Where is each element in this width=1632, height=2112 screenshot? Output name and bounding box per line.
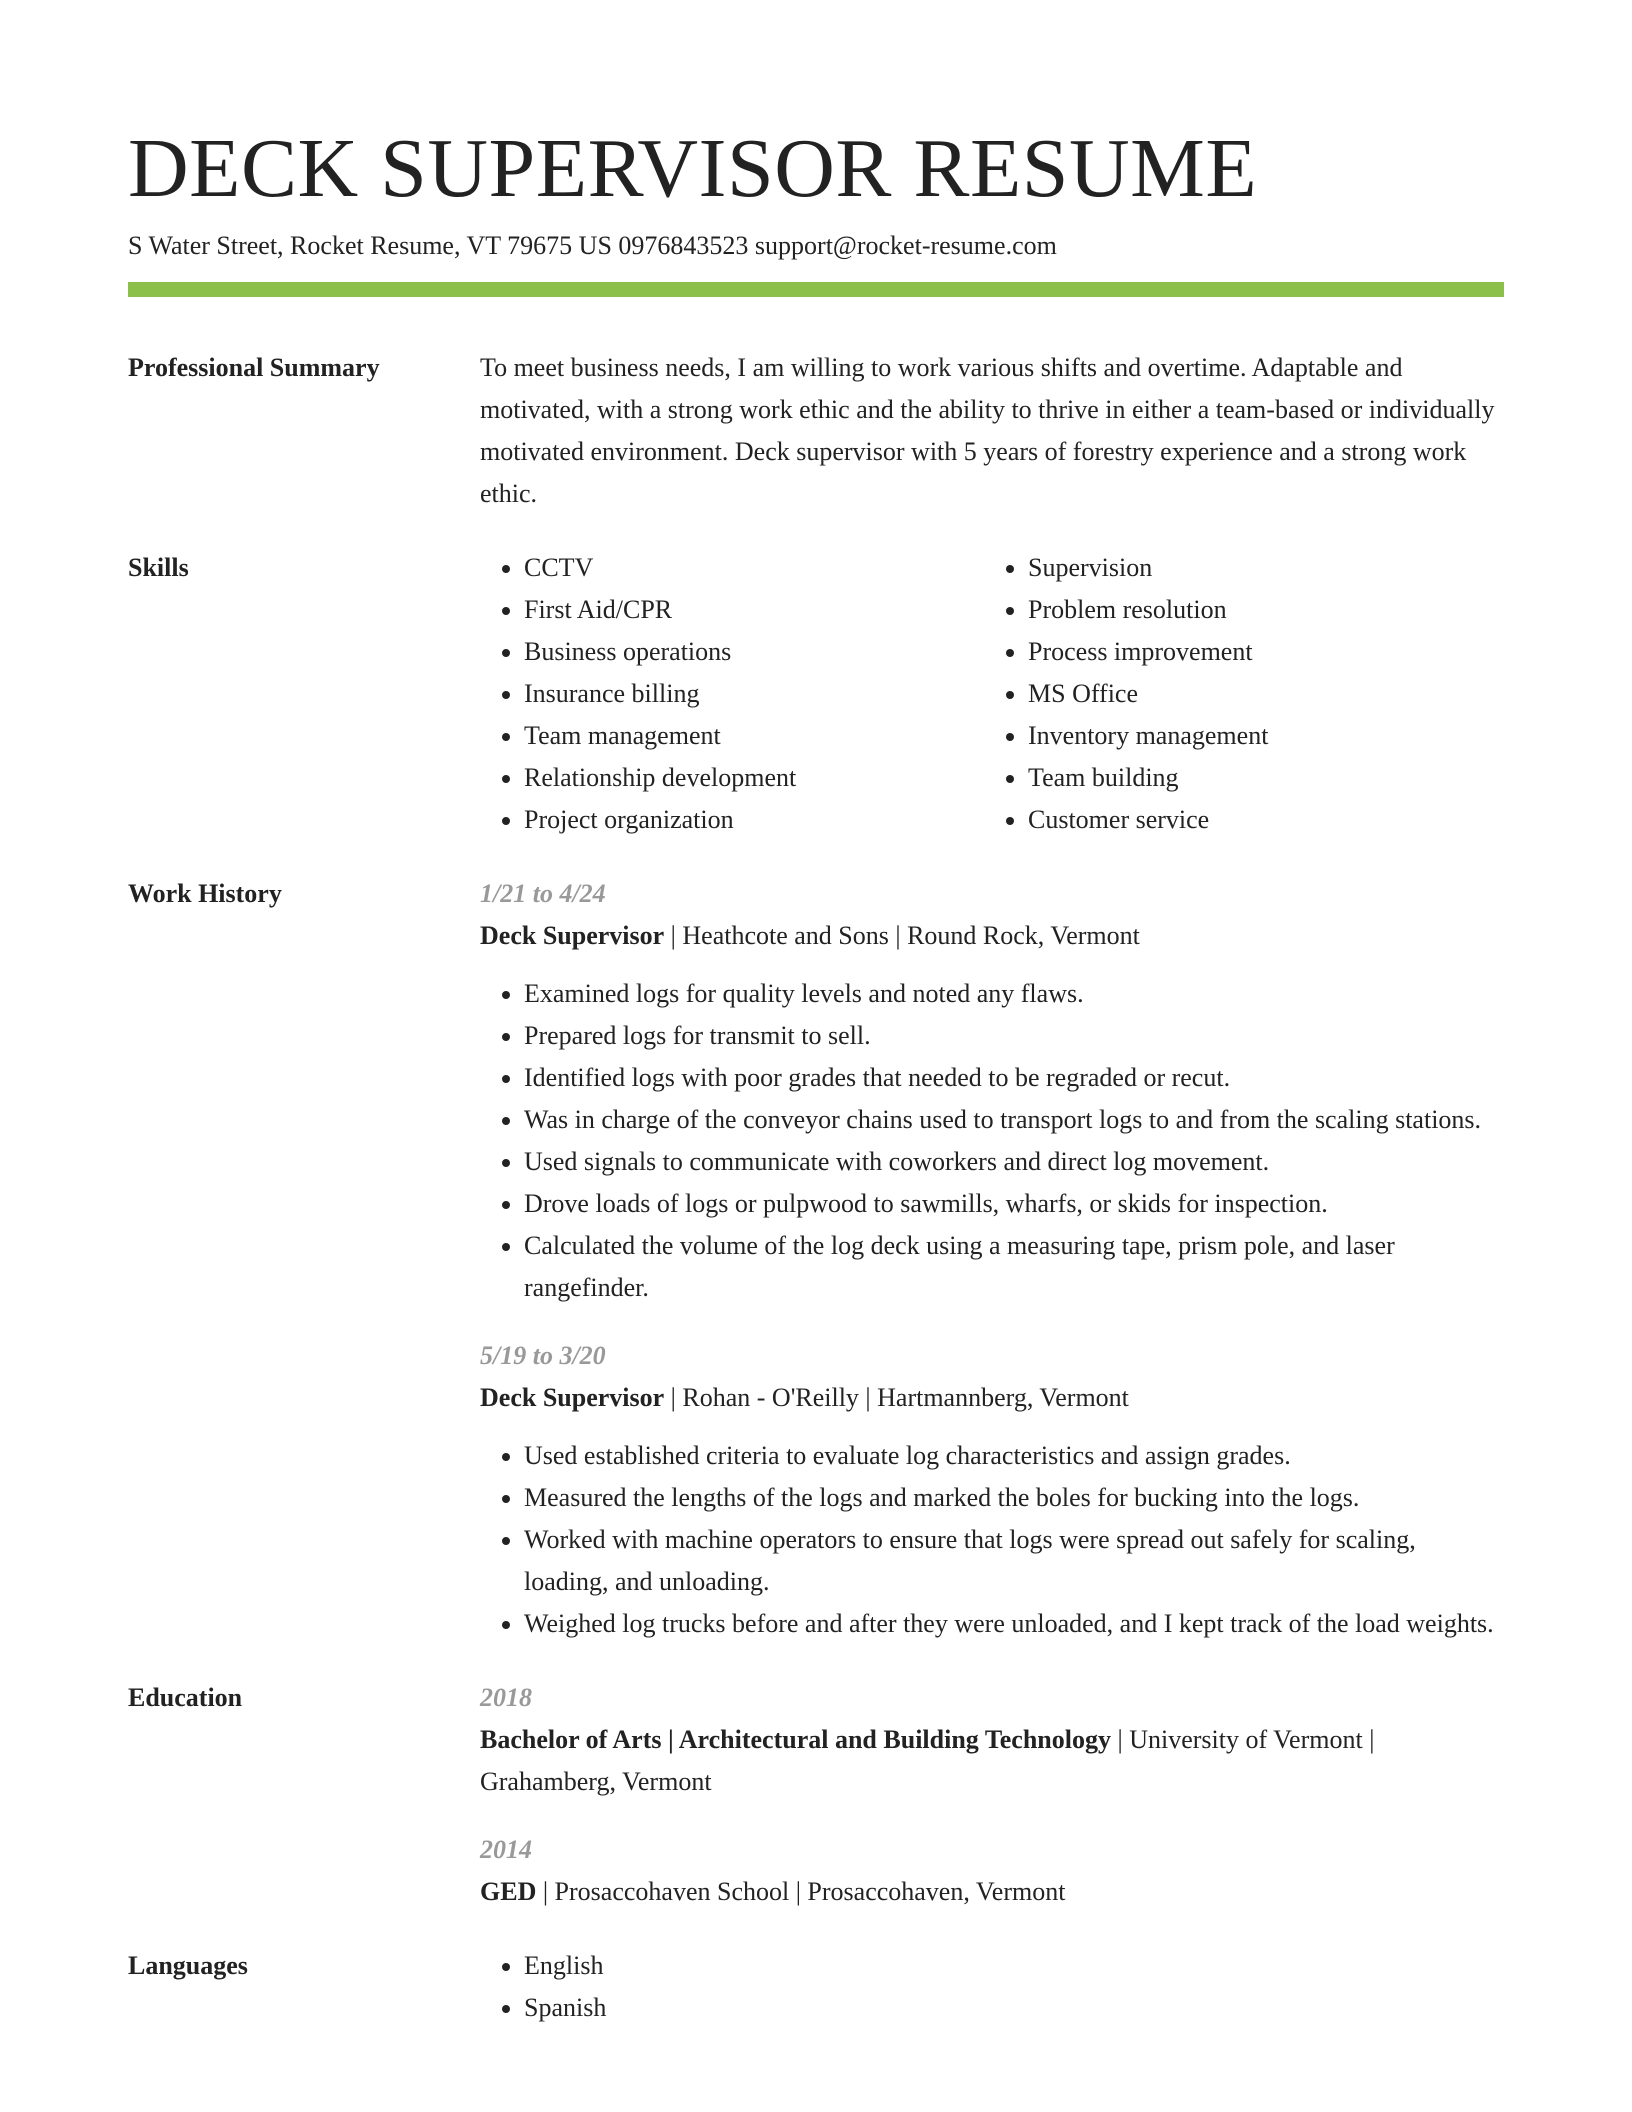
education-degree: GED bbox=[480, 1877, 537, 1906]
education-section bbox=[128, 1677, 1504, 1913]
skills-section bbox=[128, 547, 1504, 841]
job-dates: 5/19 to 3/20 bbox=[480, 1341, 606, 1370]
job-bullets bbox=[480, 973, 1504, 1309]
education-list bbox=[480, 1677, 1504, 1913]
skill-item: • MS Office bbox=[1028, 673, 1488, 715]
skills-list bbox=[480, 547, 1504, 841]
education-heading bbox=[480, 1719, 1504, 1803]
education-year: 2018 bbox=[480, 1683, 532, 1712]
education-degree: Bachelor of Arts | Architectural and Building Technology bbox=[480, 1725, 1111, 1754]
job-bullets bbox=[480, 1435, 1504, 1645]
skill-item: • Problem resolution bbox=[1028, 589, 1488, 631]
job-entry bbox=[480, 873, 1504, 1309]
work-history-section bbox=[128, 873, 1504, 1645]
contact-line: S Water Street, Rocket Resume, VT 79675 US 0976843523 support@rocket-resume.com bbox=[128, 231, 1057, 260]
job-bullet: • Worked with machine operators to ensure that logs were spread out safely for scaling, loading, and unloading. bbox=[524, 1519, 1504, 1603]
skill-item: • Project organization bbox=[524, 799, 984, 841]
education-year: 2014 bbox=[480, 1835, 532, 1864]
skill-item: • CCTV bbox=[524, 547, 984, 589]
language-item: • English bbox=[524, 1945, 1504, 1987]
job-bullet: • Identified logs with poor grades that needed to be regraded or recut. bbox=[524, 1057, 1504, 1099]
job-bullet: • Calculated the volume of the log deck using a measuring tape, prism pole, and laser rangefinder. bbox=[524, 1225, 1504, 1309]
section-label: Professional Summary bbox=[128, 353, 380, 382]
education-school: | University of Vermont | Grahamberg, Vermont bbox=[480, 1725, 1375, 1796]
job-bullet: • Weighed log trucks before and after they were unloaded, and I kept track of the load weights. bbox=[524, 1603, 1504, 1645]
job-title: Deck Supervisor bbox=[480, 1383, 665, 1412]
languages-section bbox=[128, 1945, 1504, 2029]
work-history-list bbox=[480, 873, 1504, 1645]
summary-text: To meet business needs, I am willing to work various shifts and overtime. Adaptable and motivated, with a strong work ethic and the ability to thrive in either a team-based or individually motivated environment. Deck supervisor with 5 years of forestry experience and a strong work ethic. bbox=[480, 353, 1495, 508]
job-bullet: • Used established criteria to evaluate log characteristics and assign grades. bbox=[524, 1435, 1504, 1477]
job-entry bbox=[480, 1335, 1504, 1645]
job-heading bbox=[480, 915, 1504, 957]
job-bullet: • Was in charge of the conveyor chains used to transport logs to and from the scaling stations. bbox=[524, 1099, 1504, 1141]
skill-item: • Business operations bbox=[524, 631, 984, 673]
job-heading bbox=[480, 1377, 1504, 1419]
skill-item: • Inventory management bbox=[1028, 715, 1488, 757]
education-entry bbox=[480, 1677, 1504, 1803]
skill-item: • Customer service bbox=[1028, 799, 1488, 841]
section-label: Languages bbox=[128, 1951, 248, 1980]
education-entry bbox=[480, 1829, 1504, 1913]
skill-item: • Process improvement bbox=[1028, 631, 1488, 673]
summary-section bbox=[128, 347, 1504, 515]
job-employer: | Heathcote and Sons | Round Rock, Vermont bbox=[664, 921, 1140, 950]
skill-item: • Supervision bbox=[1028, 547, 1488, 589]
job-dates: 1/21 to 4/24 bbox=[480, 879, 606, 908]
section-label: Skills bbox=[128, 553, 189, 582]
languages-list bbox=[480, 1945, 1504, 2029]
education-heading bbox=[480, 1871, 1504, 1913]
resume-title: DECK SUPERVISOR RESUME bbox=[128, 122, 1258, 215]
job-bullet: • Used signals to communicate with coworkers and direct log movement. bbox=[524, 1141, 1504, 1183]
job-bullet: • Prepared logs for transmit to sell. bbox=[524, 1015, 1504, 1057]
skills-column-right bbox=[984, 547, 1488, 841]
language-item: • Spanish bbox=[524, 1987, 1504, 2029]
languages-items bbox=[480, 1945, 1504, 2029]
job-employer: | Rohan - O'Reilly | Hartmannberg, Vermont bbox=[664, 1383, 1129, 1412]
job-bullet: • Drove loads of logs or pulpwood to sawmills, wharfs, or skids for inspection. bbox=[524, 1183, 1504, 1225]
skill-item: • Team building bbox=[1028, 757, 1488, 799]
skill-item: • Team management bbox=[524, 715, 984, 757]
skill-item: • First Aid/CPR bbox=[524, 589, 984, 631]
skill-item: • Insurance billing bbox=[524, 673, 984, 715]
resume-page bbox=[128, 0, 1504, 2029]
skills-column-left bbox=[480, 547, 984, 841]
education-school: | Prosaccohaven School | Prosaccohaven, Vermont bbox=[536, 1877, 1066, 1906]
section-label: Education bbox=[128, 1683, 243, 1712]
job-bullet: • Measured the lengths of the logs and marked the boles for bucking into the logs. bbox=[524, 1477, 1504, 1519]
section-label: Work History bbox=[128, 879, 282, 908]
skill-item: • Relationship development bbox=[524, 757, 984, 799]
job-title: Deck Supervisor bbox=[480, 921, 665, 950]
header-divider bbox=[128, 282, 1504, 297]
job-bullet: • Examined logs for quality levels and noted any flaws. bbox=[524, 973, 1504, 1015]
